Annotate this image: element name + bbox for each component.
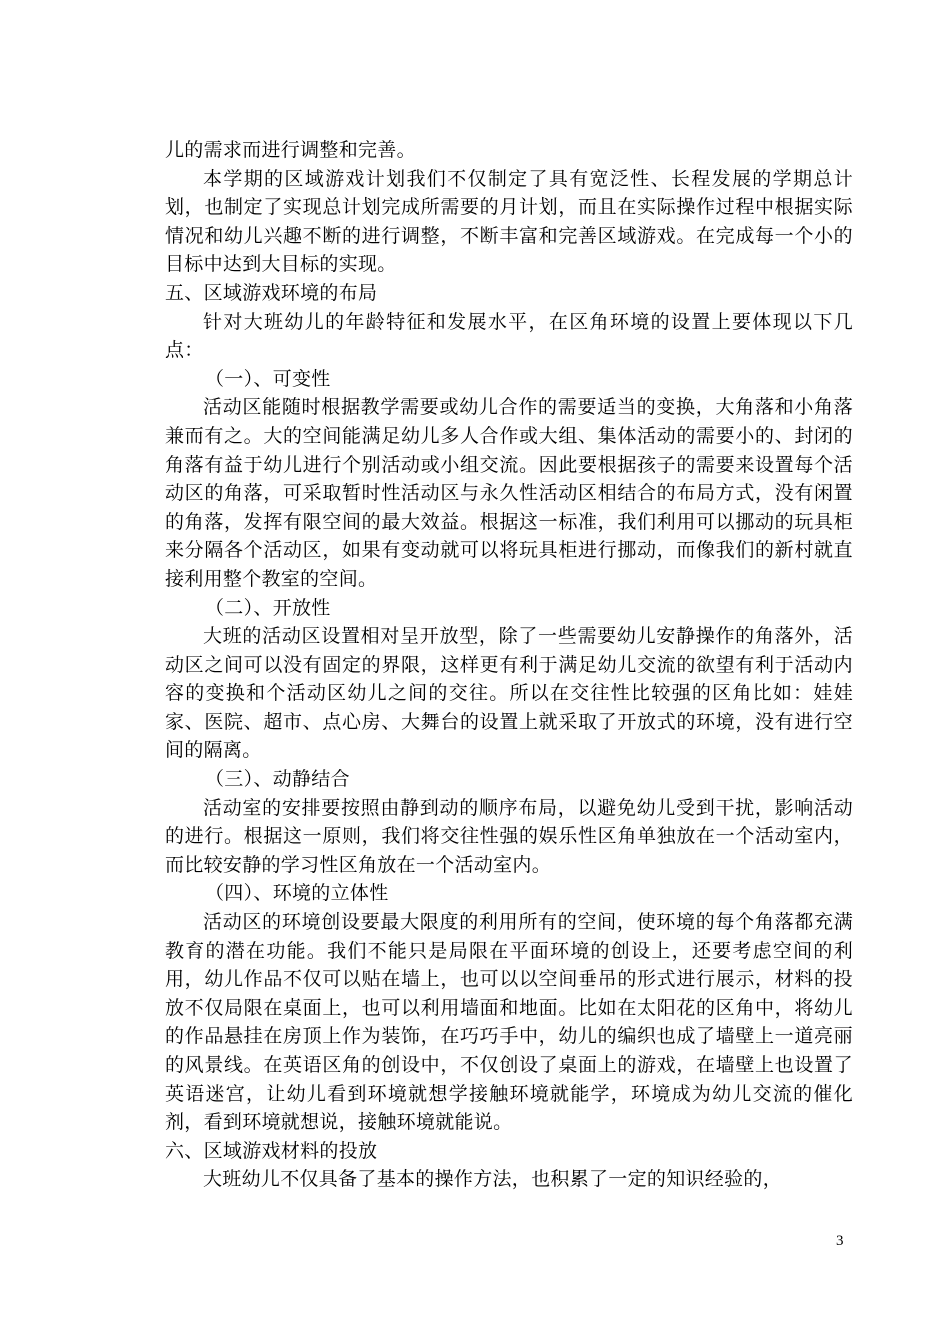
paragraph-continuation: 儿的需求而进行调整和完善。 [165, 139, 416, 161]
subheading-2: （二）、开放性 [205, 596, 331, 619]
paragraph-plan: 本学期的区域游戏计划我们不仅制定了具有宽泛性、长程发展的学期总计划，也制定了实现总计划完成所需要的月计划，而且在实际操作过程中根据实际情况和幼儿兴趣不断的进行调整，不断丰富和完善区域游戏。在完成每一个小的目标中达到大目标的实现。 [165, 167, 853, 276]
section-heading-5: 五、区域游戏环境的布局 [165, 281, 378, 304]
section-heading-6: 六、区域游戏材料的投放 [165, 1139, 378, 1162]
paragraph-openness: 大班的活动区设置相对呈开放型，除了一些需要幼儿安静操作的角落外，活动区之间可以没有固定的界限，这样更有利于满足幼儿交流的欲望有利于活动内容的变换和个活动区幼儿之间的交往。所以在交往性比较强的区角比如：娃娃家、医院、超市、点心房、大舞台的设置上就采取了开放式的环境，没有进行空间的隔离。 [165, 625, 853, 762]
subheading-4: （四）、环境的立体性 [205, 882, 389, 905]
page-number: 3 [836, 1233, 844, 1249]
subheading-1: （一）、可变性 [205, 367, 331, 390]
paragraph-three-dimensional: 活动区的环境创设要最大限度的利用所有的空间，使环境的每个角落都充满教育的潜在功能。我们不能只是局限在平面环境的创设上，还要考虑空间的利用，幼儿作品不仅可以贴在墙上，也可以以空间垂吊的形式进行展示，材料的投放不仅局限在桌面上，也可以利用墙面和地面。比如在太阳花的区角中，将幼儿的作品悬挂在房顶上作为装饰，在巧巧手中，幼儿的编织也成了墙壁上一道亮丽的风景线。在英语区角的创设中，不仅创设了桌面上的游戏，在墙壁上也设置了英语迷宫，让幼儿看到环境就想学接触环境就能学，环境成为幼儿交流的催化剂，看到环境就想说，接触环境就能说。 [165, 911, 853, 1134]
paragraph-static-dynamic: 活动室的安排要按照由静到动的顺序布局，以避免幼儿受到干扰，影响活动的进行。根据这一原则，我们将交往性强的娱乐性区角单独放在一个活动室内，而比较安静的学习性区角放在一个活动室内。 [165, 796, 853, 876]
body-text [165, 136, 853, 1194]
paragraph-intro: 针对大班幼儿的年龄特征和发展水平，在区角环境的设置上要体现以下几点： [165, 310, 853, 362]
paragraph-materials: 大班幼儿不仅具备了基本的操作方法，也积累了一定的知识经验的， [203, 1168, 783, 1191]
paragraph-variability: 活动区能随时根据教学需要或幼儿合作的需要适当的变换，大角落和小角落兼而有之。大的空间能满足幼儿多人合作或大组、集体活动的需要小的、封闭的角落有益于幼儿进行个别活动或小组交流。因此要根据孩子的需要来设置每个活动区的角落，可采取暂时性活动区与永久性活动区相结合的布局方式，没有闲置的角落，发挥有限空间的最大效益。根据这一标准，我们利用可以挪动的玩具柜来分隔各个活动区，如果有变动就可以将玩具柜进行挪动，而像我们的新村就直接利用整个教室的空间。 [165, 396, 853, 590]
subheading-3: （三）、动静结合 [205, 768, 350, 791]
